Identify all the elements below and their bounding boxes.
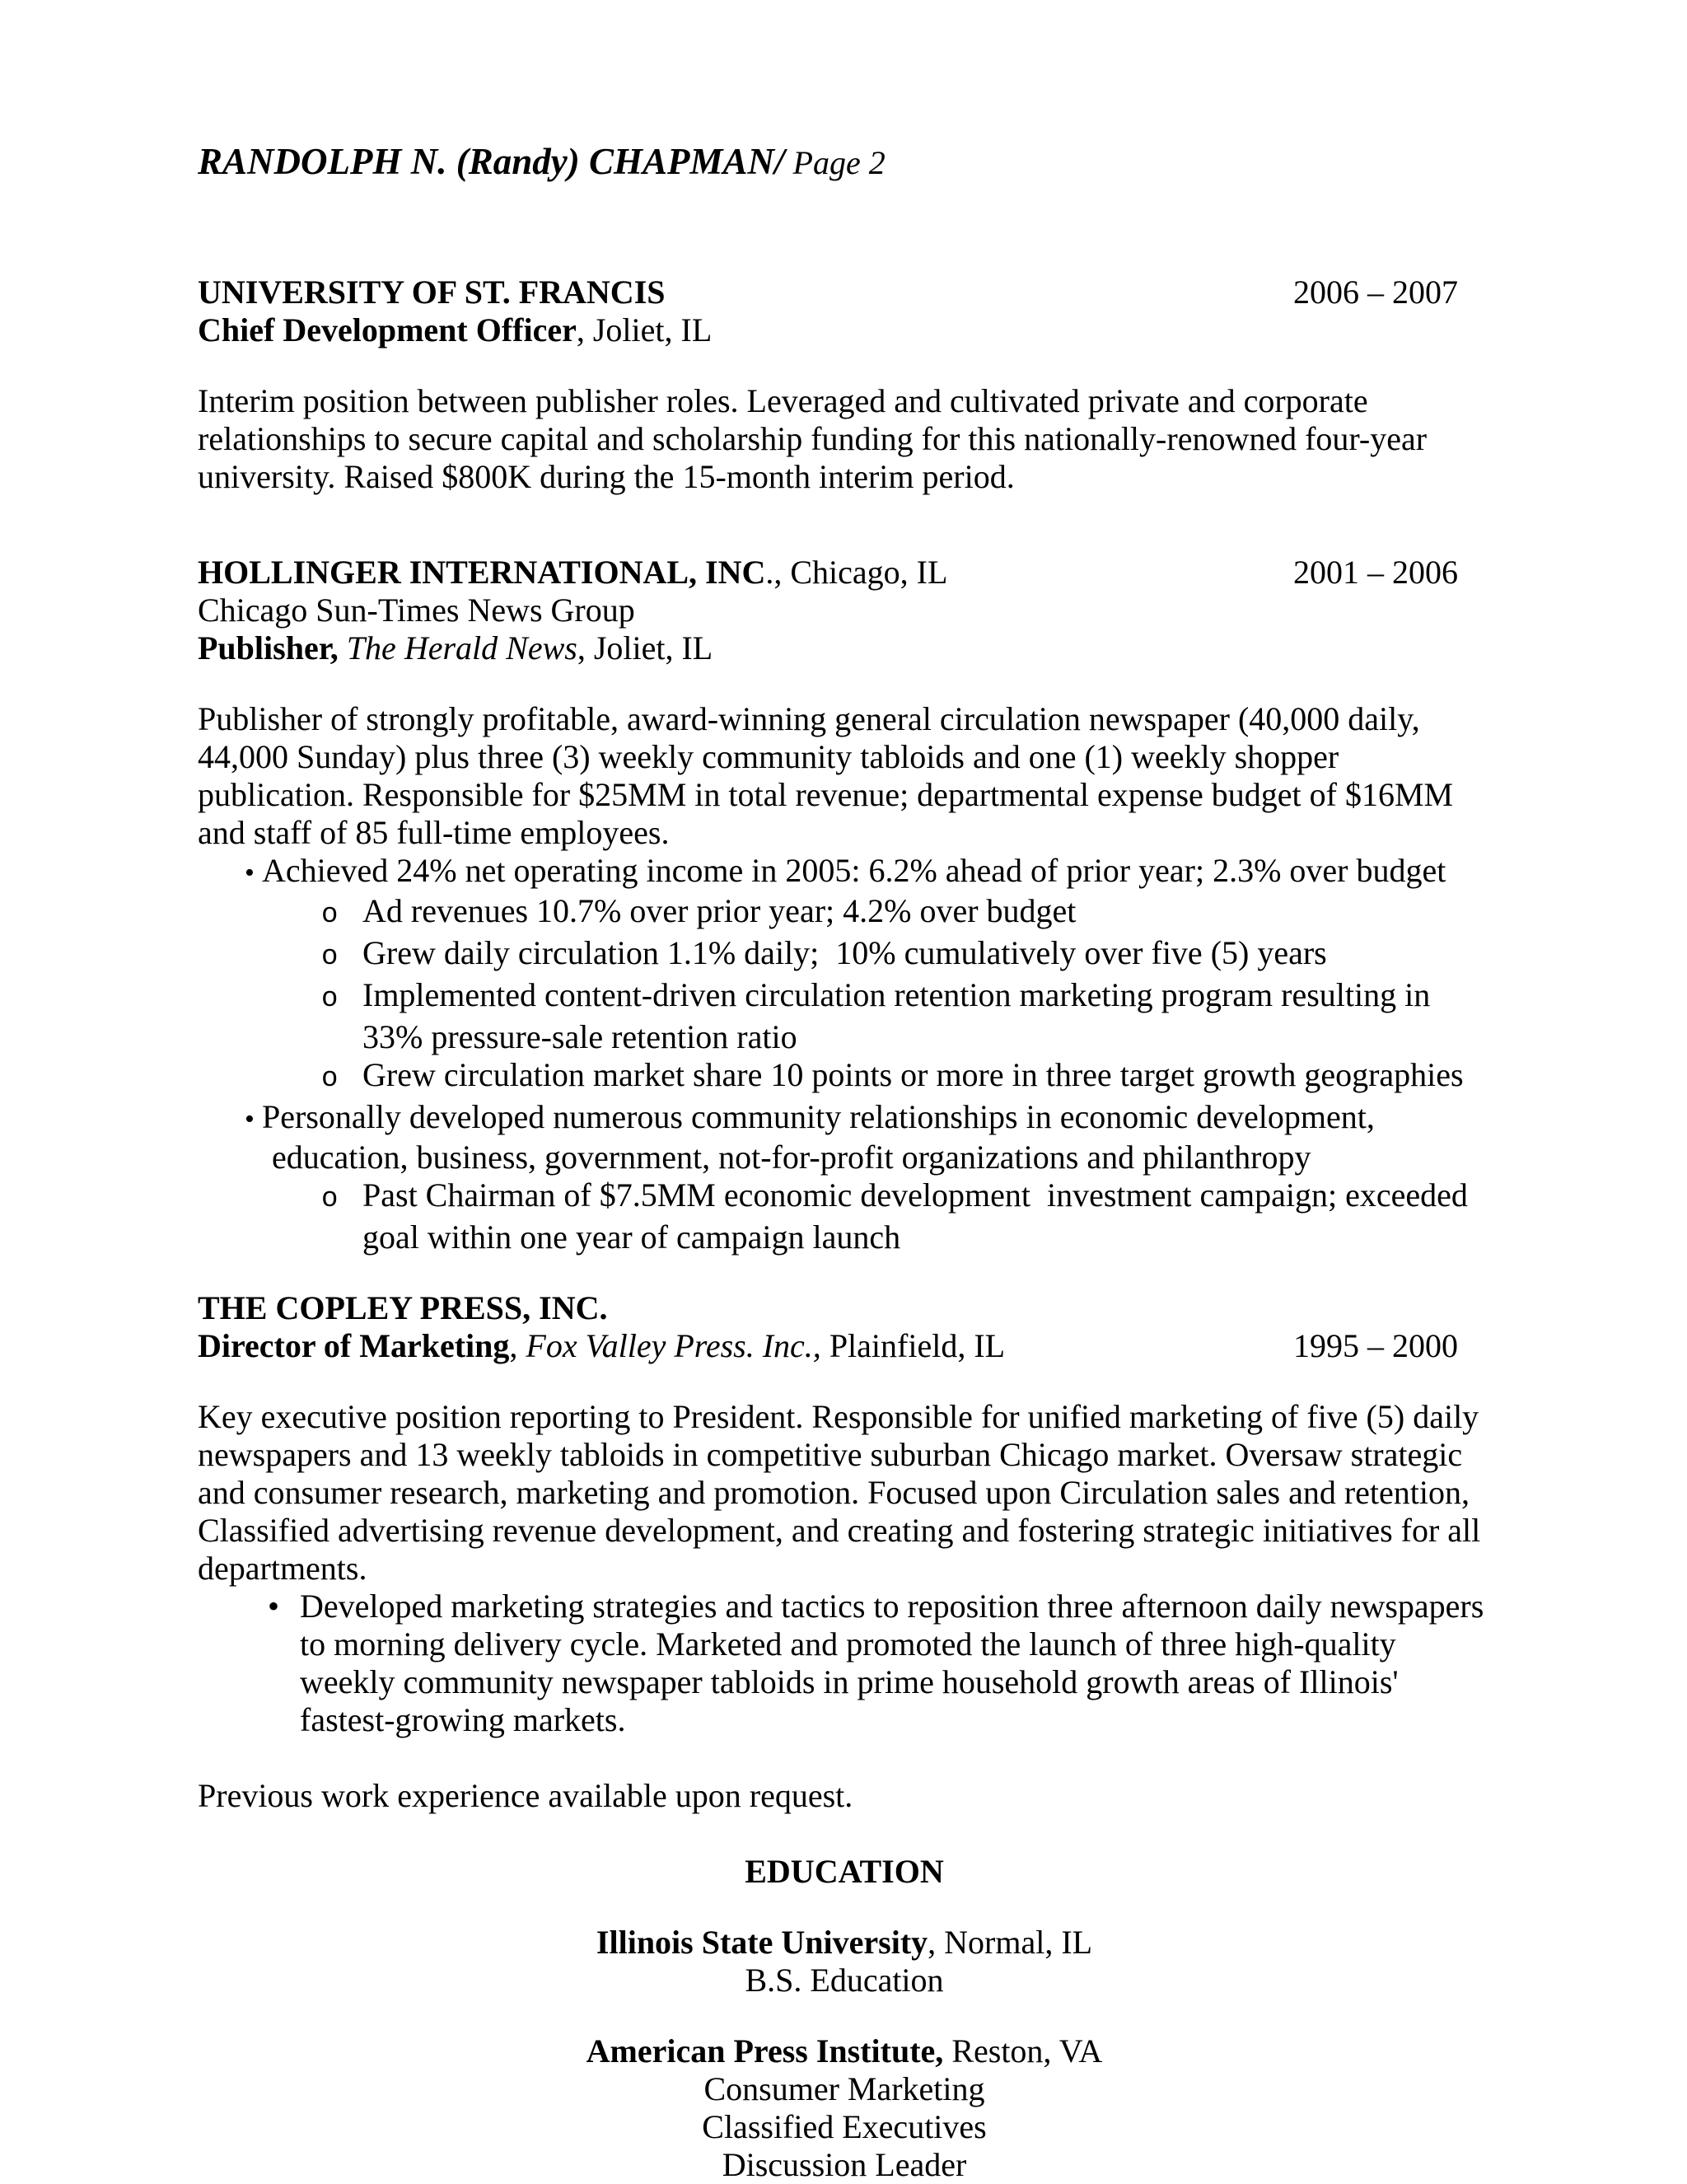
employer-name: UNIVERSITY OF ST. FRANCIS xyxy=(198,274,666,311)
list-item xyxy=(198,852,1491,892)
sub-list-item xyxy=(198,1056,1491,1098)
circle-bullet-icon: o xyxy=(321,900,339,931)
employer-name xyxy=(198,1289,1491,1327)
closing-note: Previous work experience available upon request. xyxy=(198,1777,853,1814)
employer-row xyxy=(198,554,1491,592)
section-hollinger-international xyxy=(198,554,1491,1256)
education-heading: EDUCATION xyxy=(745,1853,944,1890)
sub-list-item xyxy=(198,976,1491,1056)
job-summary: Interim position between publisher roles. Leveraged and cultivated private and corporate relationships to secure capital and scholarship funding for this nationally-renowned four-year university. Raised $800K during the 15-month interim period. xyxy=(198,382,1436,495)
employer-name xyxy=(198,554,947,592)
page-number: Page 2 xyxy=(792,144,886,181)
section-copley-press xyxy=(198,1289,1491,1739)
bullet-icon: • xyxy=(245,858,255,888)
job-title: Chief Development Officer xyxy=(198,311,577,348)
subsidiary-name: Fox Valley Press. Inc., xyxy=(526,1327,821,1364)
section-education xyxy=(198,1853,1491,2184)
school-location: , Normal, IL xyxy=(928,1924,1093,1961)
employment-dates: 1995 – 2000 xyxy=(1293,1327,1458,1364)
school-name: American Press Institute, xyxy=(586,2032,944,2069)
list-item-text: Achieved 24% net operating income in 2005: 6.2% ahead of prior year; 2.3% over budget xyxy=(262,852,1446,889)
circle-bullet-icon: o xyxy=(321,1184,339,1215)
job-summary: Key executive position reporting to President. Responsible for unified marketing of five (5) daily newspapers and 13 weekly tabloids in competitive suburban Chicago market. Oversaw strategic and consumer research, marketing and promotion. Focused upon Circulation sales and retention, Classified advertising revenue development, and creating and fostering strategic initiatives for all departments. xyxy=(198,1398,1489,1587)
school-location: Reston, VA xyxy=(943,2032,1103,2069)
list-item xyxy=(198,1588,1491,1739)
list-item-text: Personally developed numerous community relationships in economic development, education, business, government, not-for-profit organizations and philanthropy xyxy=(262,1098,1383,1176)
circle-bullet-icon: o xyxy=(321,984,339,1015)
bullet-icon: • xyxy=(245,1104,255,1134)
achievement-list xyxy=(198,1588,1491,1739)
list-item xyxy=(198,1098,1491,1176)
bullet-icon: • xyxy=(268,1588,280,1625)
education-entry-isu xyxy=(198,1924,1491,1999)
employment-dates: 2001 – 2006 xyxy=(1293,554,1458,591)
job-title-line xyxy=(198,1327,1005,1365)
achievement-list xyxy=(198,852,1491,1256)
list-item-text: Ad revenues 10.7% over prior year; 4.2% over budget xyxy=(362,892,1077,929)
job-location: Plainfield, IL xyxy=(820,1327,1006,1364)
program-line: Consumer Marketing xyxy=(703,2070,985,2107)
employer-name-bold: HOLLINGER INTERNATIONAL, INC xyxy=(198,554,766,591)
job-title: Director of Marketing xyxy=(198,1327,510,1364)
job-title-line xyxy=(198,629,1491,667)
employer-group-line: Chicago Sun-Times News Group xyxy=(198,592,635,629)
employer-row xyxy=(198,274,1491,311)
publication-name: The Herald News xyxy=(346,629,577,666)
job-location: , Joliet, IL xyxy=(576,311,713,348)
page-title xyxy=(198,140,1491,185)
school-line xyxy=(198,1924,1491,1962)
circle-bullet-icon: o xyxy=(321,1064,339,1095)
list-item-text: Grew circulation market share 10 points or more in three target growth geographies xyxy=(362,1056,1464,1093)
circle-bullet-icon: o xyxy=(321,942,339,973)
education-entry-api xyxy=(198,2032,1491,2184)
program-line: Discussion Leader xyxy=(722,2146,967,2183)
list-item-text: Implemented content-driven circulation retention marketing program resulting in 33% pressure-sale retention ratio xyxy=(362,976,1439,1055)
sub-list-item xyxy=(198,934,1491,976)
sub-list-item xyxy=(198,1176,1491,1256)
degree: B.S. Education xyxy=(745,1962,944,1999)
employer-name-bold: THE COPLEY PRESS, INC. xyxy=(198,1289,608,1326)
separator: , xyxy=(509,1327,526,1364)
employer-location: ., Chicago, IL xyxy=(765,554,948,591)
job-location: , Joliet, IL xyxy=(577,629,713,666)
program-line: Classified Executives xyxy=(702,2108,987,2145)
job-title: Publisher, xyxy=(198,629,347,666)
employment-dates: 2006 – 2007 xyxy=(1293,274,1458,311)
list-item-text: Past Chairman of $7.5MM economic development investment campaign; exceeded goal within one year of campaign launch xyxy=(362,1176,1476,1256)
job-title-row xyxy=(198,1327,1491,1365)
section-university-of-st-francis xyxy=(198,274,1491,496)
list-item-text: Grew daily circulation 1.1% daily; 10% cumulatively over five (5) years xyxy=(362,934,1327,971)
candidate-name: RANDOLPH N. (Randy) CHAPMAN/ xyxy=(198,141,785,182)
school-line xyxy=(198,2032,1491,2070)
sub-list-item xyxy=(198,892,1491,934)
school-name: Illinois State University xyxy=(596,1924,928,1961)
job-summary: Publisher of strongly profitable, award-winning general circulation newspaper (40,000 daily, 44,000 Sunday) plus three (3) weekly community tabloids and one (1) weekly shopper publication. Responsible for $25MM in total revenue; departmental expense budget of $16MM and staff of 85 full-time employees. xyxy=(198,700,1462,851)
job-title-line xyxy=(198,311,1491,349)
list-item-text: Developed marketing strategies and tactics to reposition three afternoon daily newspapers to morning delivery cycle. Marketed and promoted the launch of three high-quality weekly community newspaper tabloids in prime household growth areas of Illinois' fastest-growing markets. xyxy=(300,1588,1493,1738)
